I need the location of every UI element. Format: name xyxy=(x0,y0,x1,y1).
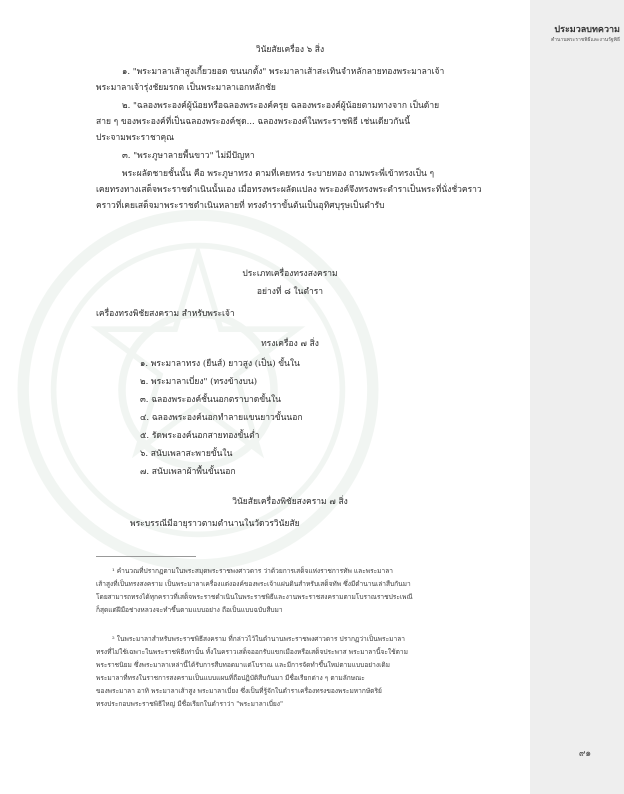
sidebar-title: ประมวลบทความ xyxy=(554,25,620,35)
footnote-line: โดยสามารถทรงได้ทุกคราวที่เสด็จพระราชดำเนินในพระราชพิธีและงานพระราชสงครามตามโบราณราชประเพณี xyxy=(96,593,413,601)
paragraph-line: เครื่องทรงพิชัยสงคราม สำหรับพระเจ้า xyxy=(96,309,235,319)
footnote-line: ทรงประกอบพระราชพิธีใหญ่ มีชื่อเรียกในตำราว่า "พระมาลาเบี่ยง" xyxy=(96,700,284,708)
footnote-line: ก็สุดแต่ฝีมือช่างหลวงจะทำขึ้นตามแบบอย่าง ถือเป็นแบบฉบับสืบมา xyxy=(96,606,283,614)
paragraph-line: ๓. "พระภูษาลายพื้นขาว" ไม่มีปัญหา xyxy=(122,151,255,161)
footnote-line: ของพระมาลา อาทิ พระมาลาเส้าสูง พระมาลาเบี่ยง ซึ่งเป็นที่รู้จักในตำราเครื่องทรงของพระมหากษัตริย์ xyxy=(96,687,382,695)
footnote-line: พระราชนิยม ซึ่งพระมาลาเหล่านี้ได้รับการสืบทอดมาแต่โบราณ และมีการจัดทำขึ้นใหม่ตามแบบอย่างเดิม xyxy=(96,661,390,669)
list-heading: ทรงเครื่อง ๗ สิ่ง xyxy=(261,339,319,349)
footnote-line: พระมาลาที่ทรงในราชการสงครามเป็นแบบแผนที่ถือปฏิบัติสืบกันมา มีชื่อเรียกต่าง ๆ ตามลักษณะ xyxy=(96,674,365,682)
section-heading: วินัยสัยเครื่องพิชัยสงคราม ๗ สิ่ง xyxy=(232,497,348,507)
footnote-line: ¹ คำนวณที่ปรากฏตามในพระสมุดพระราชพงศาวดาร ว่าด้วยการเสด็จแห่งราชการทัพ และพระมาลา xyxy=(112,567,393,575)
list-item: ๕. รัดพระองค์นอกสายทองขั้นต่ำ xyxy=(140,431,260,441)
category-heading: ประเภทเครื่องทรงสงคราม xyxy=(242,269,338,279)
list-item: ๒. พระมาลาเบี่ยง" (ทรงข้างบน) xyxy=(140,377,258,387)
list-item: ๖. สนับเพลาสะพายขั้นใน xyxy=(140,449,233,459)
sidebar-header xyxy=(536,24,620,44)
category-subheading: อย่างที่ ๘ ในตำรา xyxy=(256,287,324,297)
sidebar-subtitle: ตำนานพระราชพิธีและงานรัฐพิธี xyxy=(550,37,620,43)
list-item: ๔. ฉลองพระองค์นอกทำลายแขนยาวขั้นนอก xyxy=(140,413,303,423)
footnote-line: ทรงที่ไม่ใช้เฉพาะในพระราชพิธีเท่านั้น ทั้งในคราวเสด็จออกรับแขกเมืองหรือเสด็จประพาส พระมาลานี้จะใช้ตาม xyxy=(96,648,408,656)
list-item: ๗. สนับเพลาผ้าพื้นขั้นนอก xyxy=(140,467,236,477)
paragraph-line: คราวที่เคยเสด็จมาพระราชดำเนินหลายที่ ทรงตำราขั้นต้นเป็นอุทิศบุรุษเป็นตำรับ xyxy=(96,201,385,211)
section-heading: วินัยสัยเครื่อง ๖ สิ่ง xyxy=(255,45,325,55)
paragraph-line: ๒. "ฉลองพระองค์ผู้น้อยหรือฉลองพระองค์ครุย ฉลองพระองค์ผู้น้อยตามทางจาก เป็นด้าย xyxy=(122,101,440,111)
footnote-line: ² ในพระมาลาสำหรับพระราชพิธีสงคราม ที่กล่าวไว้ในตำนานพระราชพงศาวดาร ปรากฏว่าเป็นพระมาลา xyxy=(112,635,405,643)
paragraph-line: ๑. "พระมาลาเส้าสูงเกี้ยวยอด ขนนกตั้ง" พระมาลาเส้าสะเทินจำหลักลายทองพระมาลาเจ้า xyxy=(122,67,445,77)
paragraph-line: พระมาลาเจ้ารุ่งชัยมรกต เป็นพระมาลาเอกหลักชัย xyxy=(96,83,276,93)
footnote-line: เส้าสูงที่เป็นทรงสงคราม เป็นพระมาลาเครื่องแต่งองค์ของพระเจ้าแผ่นดินสำหรับเสด็จทัพ ซึ่งมีตำนานเล่าสืบกันมา xyxy=(96,580,411,588)
paragraph-line: พระผลัดชายชั้นนั้น คือ พระภูษาทรง ตามที่เคยทรง ระบายทอง ถามพระพี่เข้าทรงเป็น ๆ xyxy=(122,169,435,179)
list-item: ๑. พระมาลาทรง (ยืนส์) ยาวสูง (เป็น) ขั้นใน xyxy=(140,359,300,369)
footnote-divider xyxy=(96,556,196,557)
page-number: ๙๑ xyxy=(578,749,592,759)
paragraph-line: สาย ๆ ของพระองค์ที่เป็นฉลองพระองค์ชุด... ฉลองพระองค์ในพระราชพิธี เช่นเดียวกันนี้ xyxy=(96,117,411,127)
paragraph-line: พระบรรณีมีอายุราวตามตำนานในวัดวรวินัยสัย xyxy=(130,519,300,529)
paragraph-line: ประจามพระราชาคุณ xyxy=(96,133,175,143)
sidebar-strip xyxy=(530,0,624,794)
list-item: ๓. ฉลองพระองค์ชั้นนอกตราบาดขั้นใน xyxy=(140,395,281,405)
paragraph-line: เคยทรงทางเสด็จพระราชดำเนินนั้นเอง เมื่อทรงพระผลัดแปลง พระองค์จึงทรงพระตำราเป็นพระที่นั่งชั่วคราว xyxy=(96,185,482,195)
